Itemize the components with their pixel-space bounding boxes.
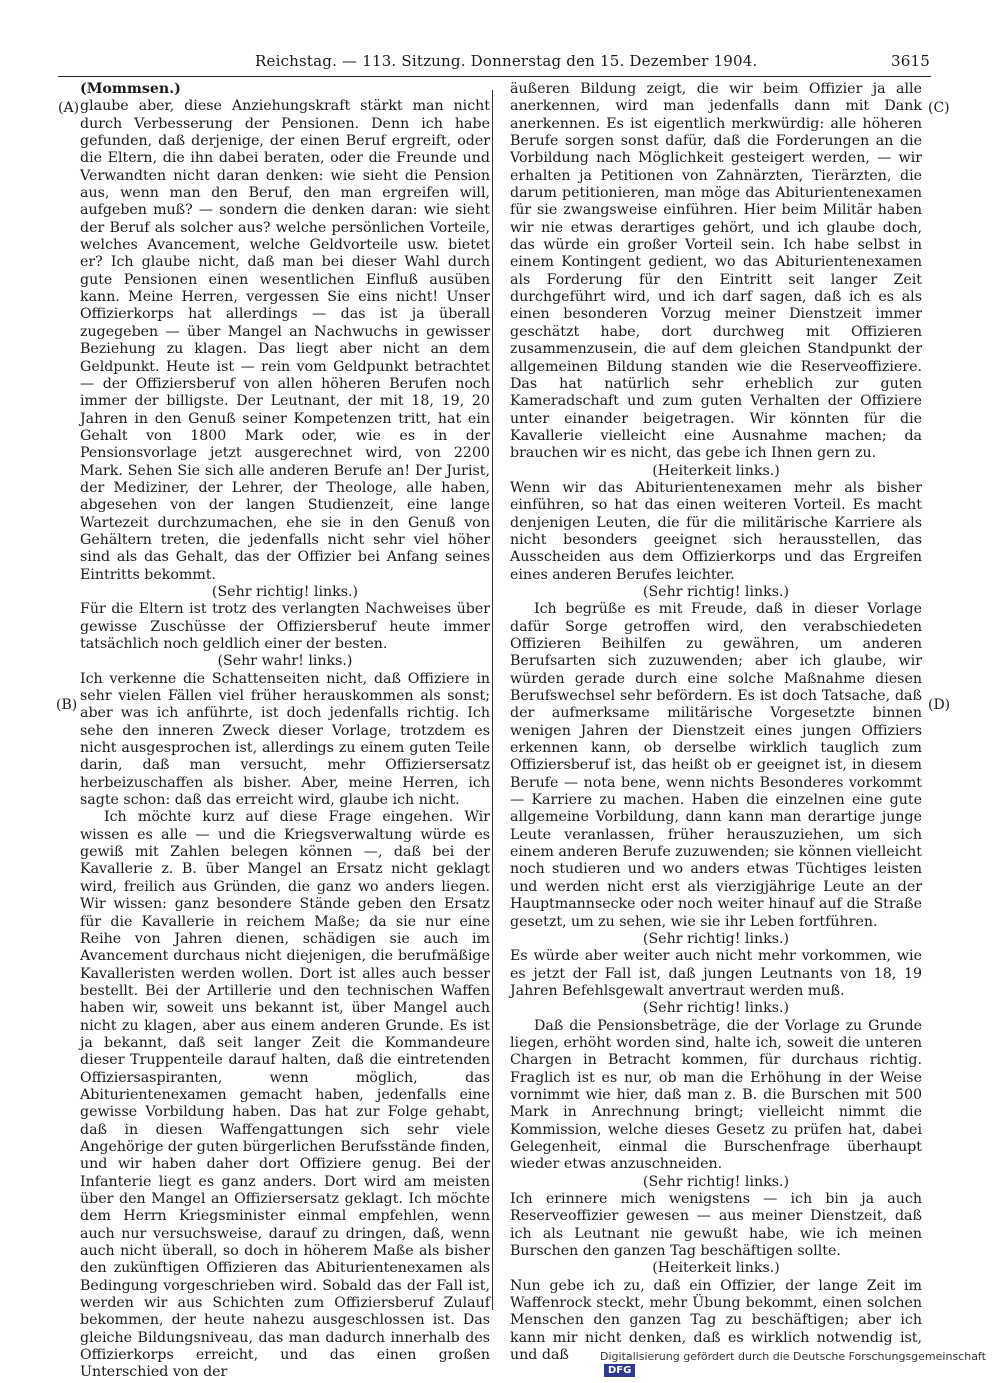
- right-column: [510, 81, 922, 1364]
- running-header: [255, 52, 930, 74]
- header-title: Reichstag. — 113. Sitzung. Donnerstag den 15. Dezember 1904.: [255, 52, 758, 70]
- speaker-name: (Mommsen.): [80, 81, 181, 97]
- dfg-logo: DFG: [604, 1364, 635, 1377]
- interjection: (Heiterkeit links.): [652, 462, 780, 479]
- page-number: 3615: [891, 52, 930, 70]
- paragraph: Ich erinnere mich wenigstens — ich bin ja auch Reserveoffizier gewesen — aus meiner Dienstzeit, daß ich als Leutnant nie gewußt habe, wie ich meinen Burschen den ganzen Tag beschäftigen sollte.: [510, 1191, 922, 1260]
- interjection: (Sehr richtig! links.): [642, 930, 790, 947]
- paragraph: Wenn wir das Abiturientenexamen mehr als bisher einführen, so hat das einen weiteren Vorteil. Es macht denjenigen Leuten, die für die militärische Karriere als nicht besonders geeignet sich herausstellen, das Ausscheiden aus dem Offizierkorps und das Ergreifen eines anderen Berufes leichter.: [510, 479, 922, 583]
- paragraph: glaube aber, diese Anziehungskraft stärkt man nicht durch Verbesserung der Pensionen. Denn ich habe gefunden, daß derjenige, der einen Beruf ergreift, oder die Eltern, die ihn dabei beraten, oder die Freunde und Verwandten nicht daran denken: wie sieht die Pension aus, wenn man den Beruf, den man ergreifen will, aufgeben muß? — sondern die denken daran: wie sieht der Beruf als solcher aus? welche persönlichen Vorteile, welches Avancement, welche Geldvorteile usw. bietet er? Ich glaube nicht, daß man bei dieser Wahl durch gute Pensionen einen wesentlichen Einfluß ausüben kann. Meine Herren, vergessen Sie eins nicht! Unser Offizierkorps hat allerdings — das ist ja überall zugegeben — über Mangel an Nachwuchs in gewisser Beziehung zu klagen. Das liegt aber nicht an dem Geldpunkt. Heute ist — rein vom Geldpunkt betrachtet — der Offiziersberuf von allen höheren Berufen noch immer der billigste. Der Leutnant, der mit 18, 19, 20 Jahren in den Genuß seiner Kompetenzen tritt, hat ein Gehalt von 1800 Mark oder, wie es in der Pensionsvorlage jetzt ausgerechnet wird, von 2200 Mark. Sehen Sie sich alle anderen Berufe an! Der Jurist, der Mediziner, der Lehrer, der Theologe, alle haben, abgesehen von der langen Studienzeit, eine lange Wartezeit durchzumachen, ehe sie in den Genuß von Gehältern treten, die jedenfalls nicht sehr viel höher sind als das Gehalt, das der Offizier bei Anfang seines Eintritts bekommt.: [80, 98, 490, 583]
- paragraph: Für die Eltern ist trotz des verlangten Nachweises über gewisse Zuschüsse der Offiziersberuf heute immer tatsächlich noch geldlich einer der besten.: [80, 601, 490, 652]
- interjection: (Sehr wahr! links.): [217, 653, 353, 670]
- paragraph: äußeren Bildung zeigt, die wir beim Offizier ja alle anerkennen, wird man jedenfalls dann mit Dank anerkennen. Es ist eigentlich merkwürdig: alle höheren Berufe sorgen sonst dafür, daß die Forderungen an die Vorbildung nach Möglichkeit gesteigert werden, — wir erhalten ja Petitionen von Zahnärzten, Tierärzten, die darum petitionieren, man möge das Abiturientenexamen für sie zwangsweise einführen. Hier beim Militär haben wir nie etwas derartiges gehört, und ich glaube doch, das würde ein großer Vorteil sein. Ich habe selbst in einem Kontingent gedient, wo das Abiturientenexamen als Forderung für den Eintritt seit langer Zeit durchgeführt wird, und ich darf sagen, daß ich es als einen besonderen Vorzug meiner Dienstzeit immer geschätzt habe, dort durchweg mit Offizieren zusammenzusein, die auf dem gleichen Standpunkt der allgemeinen Bildung standen wie die Reserveoffiziere. Das hat natürlich sehr erheblich zur guten Kameradschaft und zum guten Verhalten der Offiziere unter einander beigetragen. Wir könnten für die Kavallerie vielleicht eine Ausnahme machen; da brauchen wir es nicht, das gebe ich Ihnen gern zu.: [510, 81, 922, 462]
- interjection: (Sehr richtig! links.): [642, 583, 790, 600]
- footer-text: Digitalisierung gefördert durch die Deutsche Forschungsgemeinschaft: [600, 1350, 986, 1363]
- paragraph: Daß die Pensionsbeträge, die der Vorlage zu Grunde liegen, erhöht worden sind, halte ich, soweit die unteren Chargen in Betracht kommen, für durchaus richtig. Fraglich ist es nur, ob man die Erhöhung in der Weise vornimmt wie hier, daß man z. B. die Burschen mit 500 Mark in Anrechnung bringt; vielleicht nimmt die Kommission, welche dieses Gesetz zu prüfen hat, dabei Gelegenheit, einmal die Burschenfrage überhaupt wieder etwas anzuschneiden.: [510, 1017, 922, 1173]
- paragraph: Ich möchte kurz auf diese Frage eingehen. Wir wissen es alle — und die Kriegsverwaltung würde es gewiß mit Zahlen belegen können —, daß bei der Kavallerie z. B. über Mangel an Ersatz nicht geklagt wird, freilich aus Gründen, die ganz wo anders liegen. Wir wissen: ganz besondere Stände geben den Ersatz für die Kavallerie in reichem Maße; da sie nur eine Reihe von Jahren dienen, schädigen sie auch im Avancement durchaus nicht diejenigen, die berufmäßige Kavalleristen werden wollen. Dort ist alles auch besser bestellt. Bei der Artillerie und den technischen Waffen haben wir, soweit uns bekannt ist, über Mangel auch nicht zu klagen, aber aus einem anderen Grunde. Es ist ja bekannt, daß seit langer Zeit die Kommandeure dieser Truppenteile darauf halten, daß die eintretenden Offiziersaspiranten, wenn möglich, das Abiturientenexamen gemacht haben, jedenfalls eine gewisse Vorbildung haben. Das hat zur Folge gehabt, daß in diesen Waffengattungen sich sehr viele Angehörige der guten bürgerlichen Berufsstände finden, und wir haben daher dort Offiziere genug. Bei der Infanterie liegt es ganz anders. Dort wird am meisten über den Mangel an Offiziersersatz geklagt. Ich möchte dem Herrn Kriegsminister einmal empfehlen, wenn auch nur versuchsweise, darauf zu dringen, daß, wenn auch nicht überall, so doch in höherem Maße als bisher den zukünftigen Offizieren das Abiturientenexamen als Bedingung vorgeschrieben wird. Sobald das der Fall ist, werden wir aus Schichten zum Offiziersberuf Zulauf bekommen, der heute nahezu ausgeschlossen ist. Das gleiche Bildungsniveau, das man dadurch innerhalb des Offizierkorps erreicht, und das einen großen Unterschied von der: [80, 809, 490, 1381]
- interjection: (Sehr richtig! links.): [642, 1173, 790, 1190]
- interjection: (Heiterkeit links.): [652, 1260, 780, 1277]
- margin-marker-b: (B): [56, 697, 78, 713]
- paragraph: Es würde aber weiter auch nicht mehr vorkommen, wie es jetzt der Fall ist, daß jungen Leutnants von 18, 19 Jahren Befehlsgewalt anvertraut werden muß.: [510, 948, 922, 999]
- paragraph: Nun gebe ich zu, daß ein Offizier, der lange Zeit im Waffenrock steckt, mehr Übung bekommt, einen solchen Menschen den ganzen Tag zu beschäftigen; aber ich kann mir nicht denken, daß es wirklich notwendig ist, und daß: [510, 1277, 922, 1364]
- left-column: [80, 81, 490, 1382]
- margin-marker-c: (C): [928, 100, 950, 116]
- digitization-footer: [600, 1350, 1000, 1377]
- margin-marker-d: (D): [928, 697, 951, 713]
- margin-marker-a: (A): [58, 100, 80, 116]
- interjection: (Sehr richtig! links.): [642, 1000, 790, 1017]
- interjection: (Sehr richtig! links.): [211, 583, 359, 600]
- paragraph: Ich begrüße es mit Freude, daß in dieser Vorlage dafür Sorge getroffen wird, den verabschiedeten Offizieren Beihilfen zu gewähren, um anderen Berufsarten sich zuzuwenden; aber ich glaube, wir würden gerade durch eine solche Maßnahme diesen Berufswechsel sehr befördern. Es ist doch Tatsache, daß der aufmerksame militärische Vorgesetzte binnen wenigen Jahren der Dienstzeit eines jungen Offiziers erkennen kann, ob derselbe wirklich tauglich zum Offiziersberuf ist, das heißt ob er geeignet ist, in diesem Berufe — nota bene, wenn nichts Besonderes vorkommt — Karriere zu machen. Haben die einzelnen eine gute allgemeine Vorbildung, dann kann man derartige junge Leute veranlassen, früher herauszuziehen, um sich einem anderen Berufe zuzuwenden; sie können vielleicht noch studieren und wo anders etwas Tüchtiges leisten und werden nicht erst als vierzigjährige Leute an der Hauptmannsecke oder noch weiter hinauf auf die Straße gesetzt, um zu sehen, wie sie ihr Leben fortführen.: [510, 601, 922, 930]
- paragraph: Ich verkenne die Schattenseiten nicht, daß Offiziere in sehr vielen Fällen viel früher herauskommen als sonst; aber was ich anführte, ist doch jedenfalls richtig. Ich sehe den inneren Zweck dieser Vorlage, trotzdem es nicht ausgesprochen ist, allerdings zu einem guten Teile darin, daß man versucht, mehr Offiziersersatz herbeizuschaffen als bisher. Aber, meine Herren, ich sagte schon: daß das erreicht wird, glaube ich nicht.: [80, 670, 490, 809]
- column-divider: [492, 90, 493, 1310]
- header-rule: [58, 76, 931, 77]
